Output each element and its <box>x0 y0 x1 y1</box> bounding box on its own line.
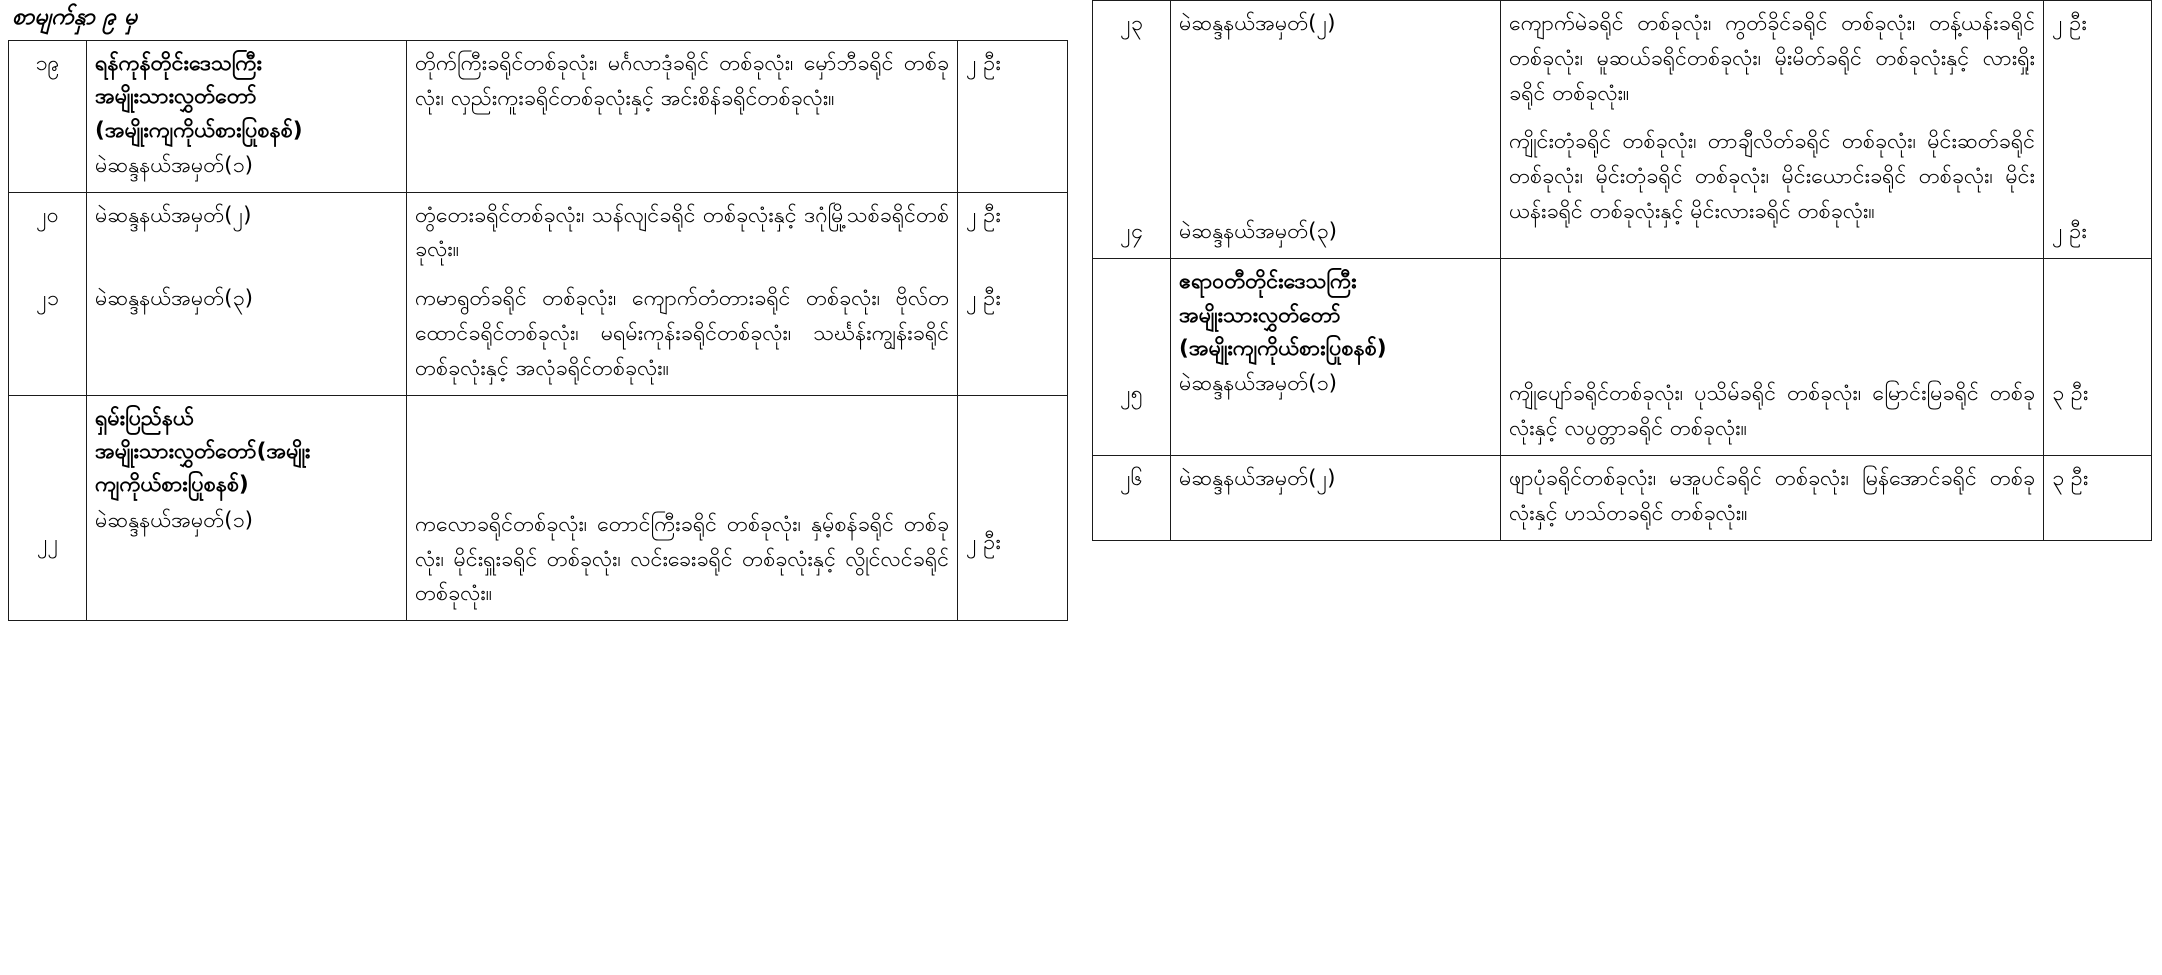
row-count: ၂ ဦး <box>958 276 1068 395</box>
row-count: ၂ ဦး <box>958 395 1068 620</box>
constituency-name: မဲဆန္ဒနယ်အမှတ်(၃) <box>95 286 253 312</box>
right-column <box>1092 0 2152 541</box>
row-name-cell <box>87 395 407 620</box>
region-header: ဧရာဝတီတိုင်းဒေသကြီး အမျိုးသားလွှတ်တော် (အမျိုးကျကိုယ်စားပြုစနစ်) <box>1179 269 1387 361</box>
row-detail: ဖျာပုံခရိုင်တစ်ခုလုံး၊ မအူပင်ခရိုင် တစ်ခုလုံး၊ မြန်အောင်ခရိုင် တစ်ခုလုံးနှင့် ဟသ်တခရိုင် တစ်ခုလုံး။ <box>1501 455 2044 540</box>
row-name-cell <box>87 40 407 192</box>
constituency-name: မဲဆန္ဒနယ်အမှတ်(၁) <box>1179 371 1337 397</box>
row-name-cell <box>1171 1 1501 120</box>
row-detail: ကျိုင်းတုံခရိုင် တစ်ခုလုံး၊ တာချီလိတ်ခရိုင် တစ်ခုလုံး၊ မိုင်းဆတ်ခရိုင် တစ်ခုလုံး၊ မိုင်းတုံခရိုင် တစ်ခုလုံး၊ မိုင်းယောင်းခရိုင် တစ်ခုလုံး၊ မိုင်းယန်းခရိုင် တစ်ခုလုံးနှင့် မိုင်းလားခရိုင် တစ်ခုလုံး။ <box>1501 119 2044 258</box>
row-number: ၁၉ <box>9 40 87 192</box>
row-count: ၃ ဦး <box>2044 259 2152 456</box>
row-number: ၂၆ <box>1093 455 1171 540</box>
row-count: ၂ ဦး <box>2044 1 2152 120</box>
region-header: ရှမ်းပြည်နယ် အမျိုးသားလွှတ်တော်(အမျိုး ကျကိုယ်စားပြုစနစ်) <box>95 405 311 498</box>
table-row <box>9 395 1068 620</box>
constituency-name: မဲဆန္ဒနယ်အမှတ်(၂) <box>1179 11 1336 36</box>
table-row <box>9 40 1068 192</box>
row-detail: ကျောက်မဲခရိုင် တစ်ခုလုံး၊ ကွတ်ခိုင်ခရိုင် တစ်ခုလုံး၊ တန့်ယန်းခရိုင် တစ်ခုလုံး၊ မူဆယ်ခရိုင်တစ်ခုလုံး၊ မိုးမိတ်ခရိုင် တစ်ခုလုံးနှင့် လားရှိုးခရိုင် တစ်ခုလုံး။ <box>1501 1 2044 120</box>
table-row <box>1093 455 2152 540</box>
constituency-name: မဲဆန္ဒနယ်အမှတ်(၂) <box>1179 465 1336 491</box>
row-count: ၂ ဦး <box>2044 119 2152 258</box>
row-name-cell <box>1171 119 1501 258</box>
row-number: ၂၀ <box>9 192 87 276</box>
row-count: ၂ ဦး <box>958 40 1068 192</box>
row-detail: ကျိုပျော်ခရိုင်တစ်ခုလုံး၊ ပုသိမ်ခရိုင် တစ်ခုလုံး၊ မြောင်းမြခရိုင် တစ်ခုလုံးနှင့် လပွတ္တာခရိုင် တစ်ခုလုံး။ <box>1501 259 2044 456</box>
table-row <box>1093 1 2152 120</box>
row-detail: ကမာရွတ်ခရိုင် တစ်ခုလုံး၊ ကျောက်တံတားခရိုင် တစ်ခုလုံး၊ ဗိုလ်တထောင်ခရိုင်တစ်ခုလုံး၊ မရမ်းကုန်းခရိုင်တစ်ခုလုံး၊ သင်္ဃန်းကျွန်းခရိုင် တစ်ခုလုံးနှင့် အလုံခရိုင်တစ်ခုလုံး။ <box>407 276 958 395</box>
row-number: ၂၂ <box>9 395 87 620</box>
constituency-name: မဲဆန္ဒနယ်အမှတ်(၁) <box>95 507 253 533</box>
table-row <box>1093 259 2152 456</box>
table-row <box>9 276 1068 395</box>
left-constituency-table <box>8 40 1068 621</box>
row-name-cell <box>1171 455 1501 540</box>
page-continuation-note: စာမျက်နှာ ၉ မှ <box>12 3 138 30</box>
row-number: ၂၃ <box>1093 1 1171 120</box>
table-row <box>9 192 1068 276</box>
right-constituency-table <box>1092 0 2152 541</box>
table-row <box>1093 119 2152 258</box>
row-number: ၂၄ <box>1093 119 1171 258</box>
row-name-cell <box>1171 259 1501 456</box>
row-detail: တွံတေးခရိုင်တစ်ခုလုံး၊ သန်လျင်ခရိုင် တစ်ခုလုံးနှင့် ဒဂုံမြို့သစ်ခရိုင်တစ်ခုလုံး။ <box>407 192 958 276</box>
row-name-cell <box>87 276 407 395</box>
row-detail: ကလောခရိုင်တစ်ခုလုံး၊ တောင်ကြီးခရိုင် တစ်ခုလုံး၊ နှမ့်စန်ခရိုင် တစ်ခုလုံး၊ မိုင်းရှူးခရိုင် တစ်ခုလုံး၊ လင်းခေးခရိုင် တစ်ခုလုံးနှင့် လွိုင်လင်ခရိုင် တစ်ခုလုံး။ <box>407 395 958 620</box>
row-detail: တိုက်ကြီးခရိုင်တစ်ခုလုံး၊ မင်္ဂလာဒုံခရိုင် တစ်ခုလုံး၊ မှော်ဘီခရိုင် တစ်ခုလုံး၊ လှည်းကူးခရိုင်တစ်ခုလုံးနှင့် အင်းစိန်ခရိုင်တစ်ခုလုံး။ <box>407 40 958 192</box>
row-count: ၃ ဦး <box>2044 455 2152 540</box>
constituency-name: မဲဆန္ဒနယ်အမှတ်(၁) <box>95 152 253 178</box>
row-name-cell <box>87 192 407 276</box>
constituency-name: မဲဆန္ဒနယ်အမှတ်(၂) <box>95 202 252 228</box>
left-column <box>8 0 1068 621</box>
row-number: ၂၅ <box>1093 259 1171 456</box>
region-header: ရန်ကုန်တိုင်းဒေသကြီး အမျိုးသားလွှတ်တော် (အမျိုးကျကိုယ်စားပြုစနစ်) <box>95 50 303 143</box>
constituency-name: မဲဆန္ဒနယ်အမှတ်(၃) <box>1179 219 1337 245</box>
row-count: ၂ ဦး <box>958 192 1068 276</box>
row-number: ၂၁ <box>9 276 87 395</box>
